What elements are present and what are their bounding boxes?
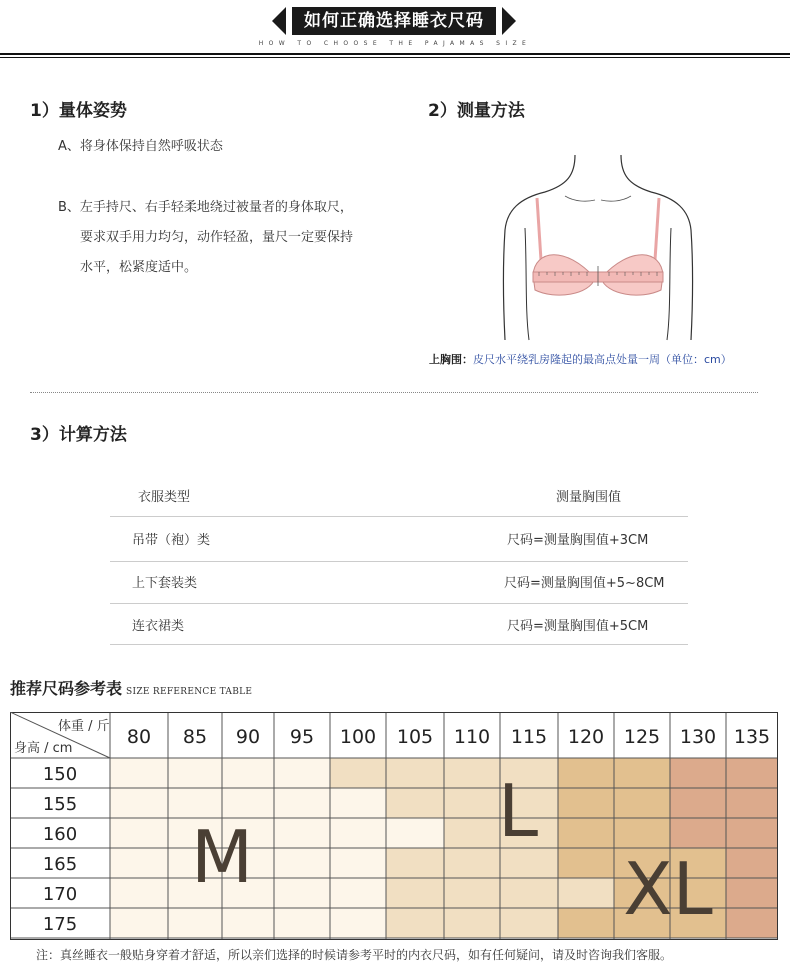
calc-row-type: 上下套装类 [132, 576, 198, 591]
size-cell [670, 788, 726, 818]
size-cell [168, 758, 222, 788]
calc-row-formula: 尺码=测量胸围值+5~8CM [504, 576, 665, 591]
height-header: 170 [42, 884, 78, 905]
calc-row-formula: 尺码=测量胸围值+5CM [507, 619, 649, 634]
calc-col-header-value: 测量胸围值 [556, 490, 622, 505]
size-cell [444, 908, 500, 938]
banner-left-notch [272, 7, 286, 35]
size-table-title-en: SIZE REFERENCE TABLE [126, 687, 253, 697]
size-cell [558, 818, 614, 848]
posture-item-b-line2: 要求双手用力均匀，动作轻盈，量尺一定要保持 [80, 230, 354, 245]
size-cell [110, 878, 168, 908]
weight-header: 100 [339, 726, 377, 748]
size-cell [168, 788, 222, 818]
header-banner [272, 7, 516, 35]
size-cell [558, 878, 614, 908]
weight-header: 105 [396, 726, 434, 748]
size-cell [274, 788, 330, 818]
size-cell [274, 908, 330, 938]
size-cell [558, 788, 614, 818]
size-cell [386, 908, 444, 938]
size-cell [168, 908, 222, 938]
calc-row-type: 吊带（袍）类 [132, 533, 211, 548]
posture-item-a: A、将身体保持自然呼吸状态 [58, 139, 223, 154]
size-label-l: L [497, 769, 539, 853]
size-cell [726, 788, 778, 818]
calc-row-divider [110, 603, 688, 604]
header-rule-thin [0, 57, 790, 58]
height-header: 150 [42, 764, 78, 785]
section2-heading: 2）测量方法 [428, 101, 525, 121]
calc-row-divider [110, 561, 688, 562]
size-cell [110, 908, 168, 938]
size-cell [274, 848, 330, 878]
calc-row-type: 连衣裙类 [132, 619, 185, 634]
weight-header: 95 [289, 726, 315, 748]
size-cell [558, 758, 614, 788]
size-cell [614, 818, 670, 848]
size-reference-table [10, 712, 778, 940]
section1-heading: 1）量体姿势 [30, 101, 127, 121]
weight-header: 110 [453, 726, 491, 748]
size-cell [726, 818, 778, 848]
size-cell [110, 758, 168, 788]
height-header: 175 [42, 914, 78, 935]
size-cell [386, 818, 444, 848]
size-cell [386, 758, 444, 788]
size-cell [670, 758, 726, 788]
calc-row-formula: 尺码=测量胸围值+3CM [507, 533, 649, 548]
weight-header: 120 [567, 726, 605, 748]
size-cell [386, 788, 444, 818]
size-cell [726, 848, 778, 878]
size-cell [444, 878, 500, 908]
size-cell [222, 908, 274, 938]
bust-measure-illustration [495, 150, 705, 345]
page-subtitle: HOW TO CHOOSE THE PAJAMAS SIZE [258, 40, 532, 47]
weight-header: 135 [733, 726, 771, 748]
calc-row-divider [110, 516, 688, 517]
size-cell [500, 908, 558, 938]
posture-item-b-line3: 水平，松紧度适中。 [80, 260, 198, 275]
size-cell [330, 878, 386, 908]
bust-caption-label: 上胸围： [429, 353, 473, 366]
size-cell [330, 788, 386, 818]
bust-caption [429, 351, 732, 367]
page-title: 如何正确选择睡衣尺码 [292, 7, 496, 35]
size-cell [444, 758, 500, 788]
height-header: 165 [42, 854, 78, 875]
weight-header: 115 [510, 726, 548, 748]
header-rule [0, 53, 790, 55]
section3-heading: 3）计算方法 [30, 425, 127, 445]
size-cell [500, 878, 558, 908]
size-cell [222, 758, 274, 788]
weight-header: 80 [126, 726, 152, 748]
size-cell [330, 908, 386, 938]
size-cell [726, 758, 778, 788]
bust-caption-text: 皮尺水平绕乳房隆起的最高点处量一周（单位：cm） [473, 353, 732, 366]
size-cell [444, 818, 500, 848]
weight-header: 90 [235, 726, 261, 748]
height-header: 155 [42, 794, 78, 815]
size-label-m: M [190, 815, 254, 899]
calc-row-divider [110, 644, 688, 645]
size-cell [444, 788, 500, 818]
corner-weight-label: 体重 / 斤 [58, 719, 110, 734]
size-cell [726, 908, 778, 938]
size-cell [726, 878, 778, 908]
size-cell [444, 848, 500, 878]
size-cell [330, 848, 386, 878]
section-divider [30, 392, 758, 393]
size-cell [274, 758, 330, 788]
banner-right-notch [502, 7, 516, 35]
size-cell [614, 758, 670, 788]
weight-header: 130 [679, 726, 717, 748]
size-cell [614, 788, 670, 818]
size-cell [558, 908, 614, 938]
posture-item-b-line1: B、左手持尺、右手轻柔地绕过被量者的身体取尺， [58, 200, 353, 215]
footer-note: 注：真丝睡衣一般贴身穿着才舒适，所以亲们选择的时候请参考平时的内衣尺码，如有任何疑问，请及时咨询我们客服。 [36, 948, 673, 962]
size-cell [274, 878, 330, 908]
size-cell [110, 788, 168, 818]
size-cell [386, 848, 444, 878]
size-table-title-cn: 推荐尺码参考表 [10, 679, 123, 698]
size-cell [274, 818, 330, 848]
size-cell [670, 818, 726, 848]
size-cell [110, 848, 168, 878]
size-cell [386, 878, 444, 908]
size-cell [330, 758, 386, 788]
size-table-title [10, 676, 252, 699]
height-header: 160 [42, 824, 78, 845]
weight-header: 125 [623, 726, 661, 748]
size-cell [330, 818, 386, 848]
size-cell [222, 788, 274, 818]
size-cell [110, 818, 168, 848]
weight-header: 85 [182, 726, 208, 748]
calc-col-header-type: 衣服类型 [138, 490, 191, 505]
size-cell [558, 848, 614, 878]
corner-height-label: 身高 / cm [14, 741, 73, 756]
size-label-xl: XL [623, 847, 713, 931]
